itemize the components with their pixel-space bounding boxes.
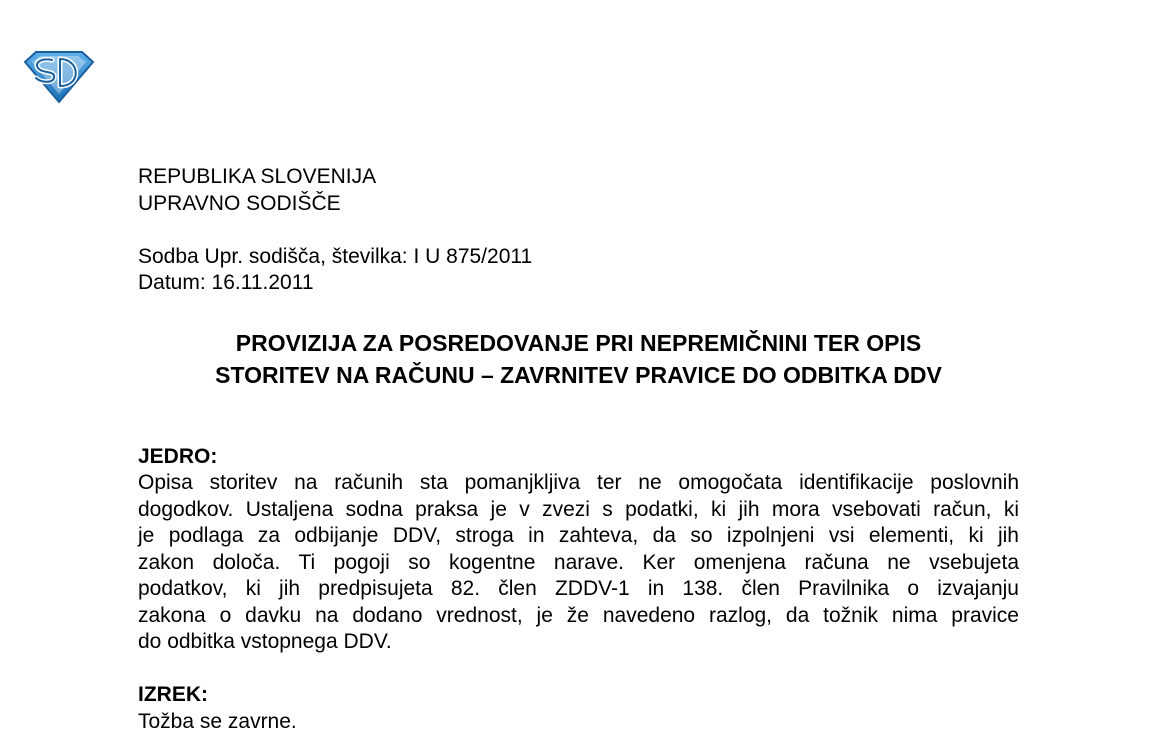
- izrek-text: Tožba se zavrne.: [138, 709, 297, 733]
- court-emblem-icon: [22, 48, 96, 104]
- country-name: REPUBLIKA SLOVENIJA: [138, 165, 377, 188]
- jedro-line: Opisa storitev na računih sta pomanjkljiva ter ne omogočata identifikacije poslovnih: [138, 471, 1019, 494]
- jedro-heading: JEDRO:: [138, 444, 218, 468]
- izrek-heading: IZREK:: [138, 683, 208, 706]
- decision-date: Datum: 16.11.2011: [138, 271, 314, 294]
- title-line-2: STORITEV NA RAČUNU – ZAVRNITEV PRAVICE DO ODBITKA DDV: [215, 361, 942, 388]
- jedro-line: podatkov, ki jih predpisujeta 82. člen ZDDV-1 in 138. člen Pravilnika o izvajanju: [138, 577, 1019, 600]
- document-body: [138, 164, 1019, 735]
- jedro-line: do odbitka vstopnega DDV.: [138, 630, 392, 653]
- jedro-line: dogodkov. Ustaljena sodna praksa je v zvezi s podatki, ki jih mora vsebovati račun, ki: [138, 497, 1019, 521]
- jedro-line: zakon določa. Ti pogoji so kogentne narave. Ker omenjena računa ne vsebujeta: [138, 550, 1019, 574]
- title-line-1: PROVIZIJA ZA POSREDOVANJE PRI NEPREMIČNINI TER OPIS: [235, 329, 922, 356]
- jedro-line: je podlaga za odbijanje DDV, stroga in zahteva, da so izpolnjeni vsi elementi, ki jih: [138, 524, 1019, 547]
- court-name: UPRAVNO SODIŠČE: [138, 191, 341, 215]
- jedro-paragraph: [138, 470, 1019, 656]
- case-number: Sodba Upr. sodišča, številka: I U 875/2011: [138, 244, 533, 268]
- document-title: [138, 327, 1019, 391]
- jedro-line: zakona o davku na dodano vrednost, je že navedeno razlog, da tožnik nima pravice: [138, 603, 1019, 627]
